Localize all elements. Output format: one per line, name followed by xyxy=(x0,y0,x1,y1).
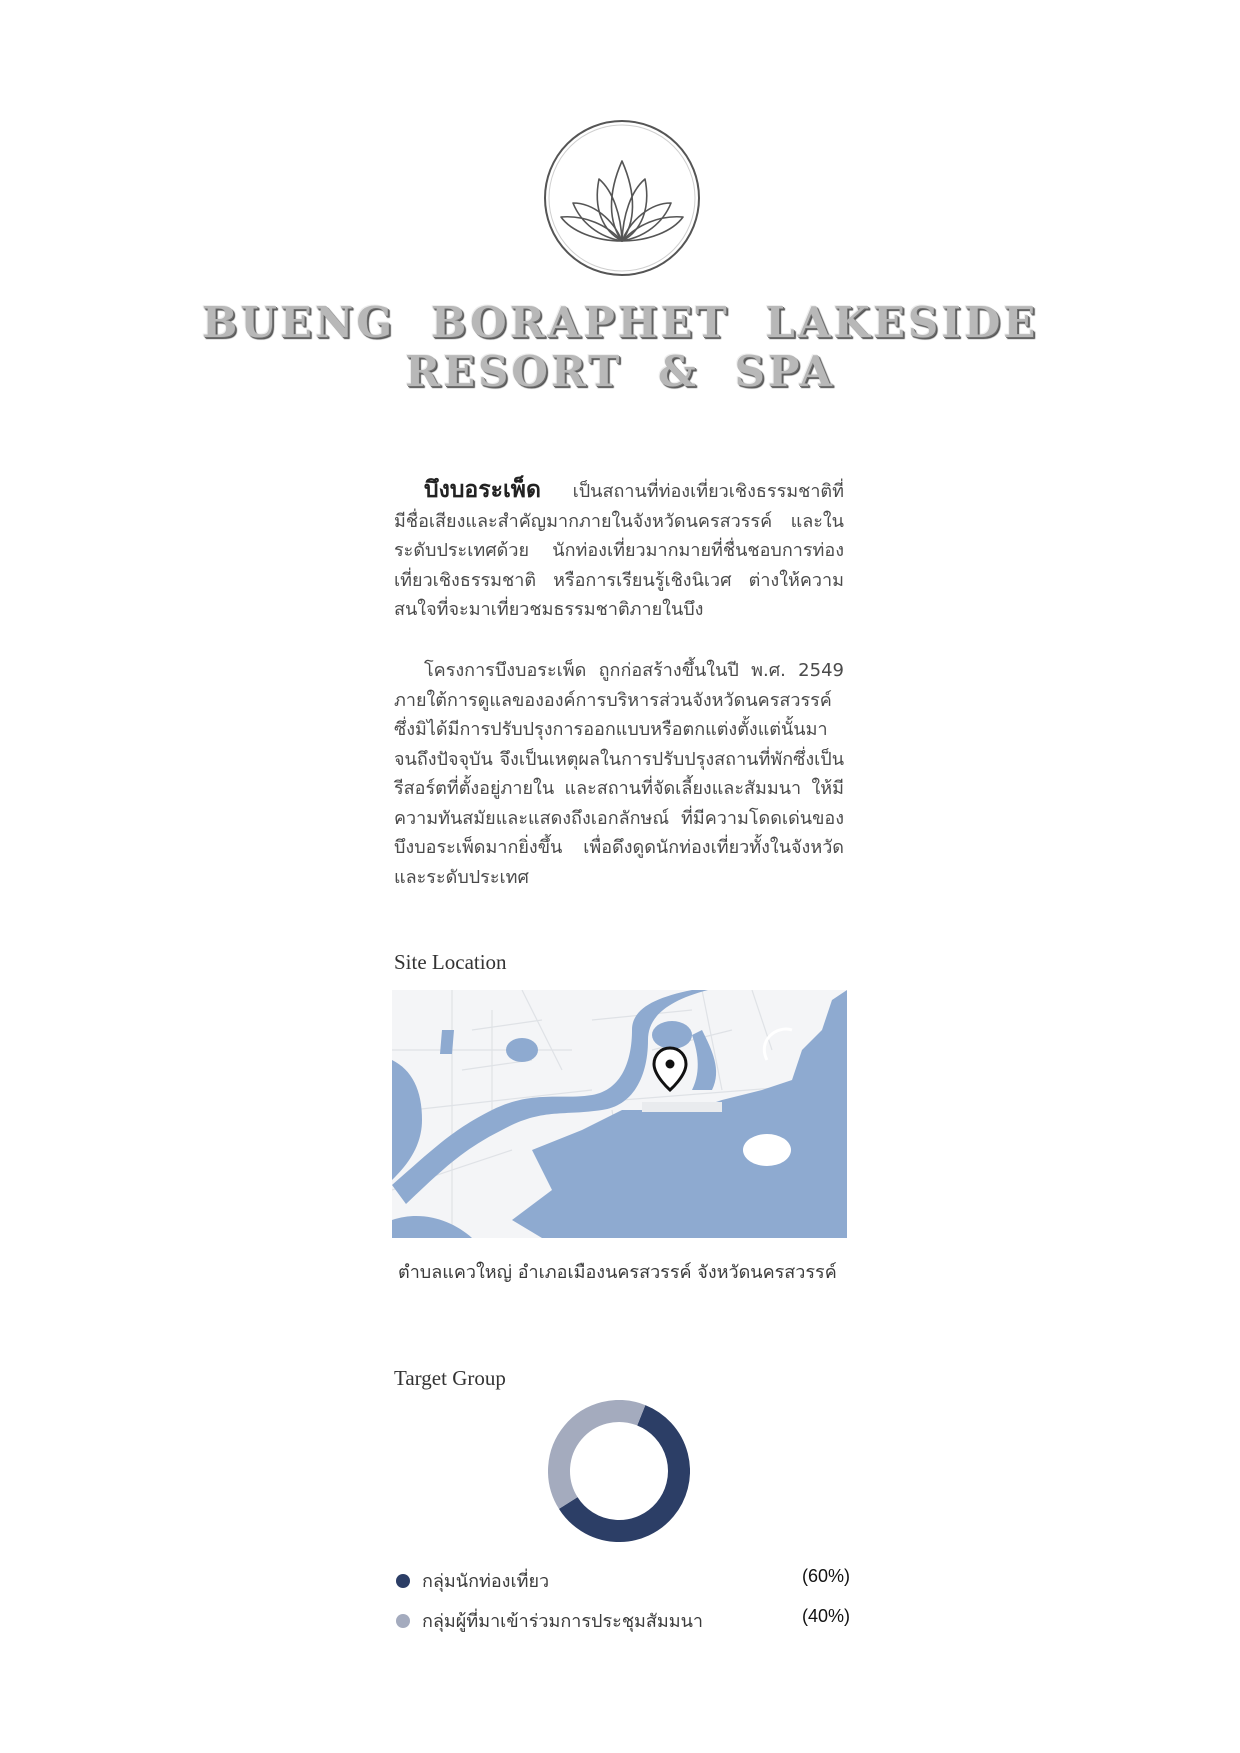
brand-name-line1: BUENG BORAPHET LAKESIDE xyxy=(201,298,1039,347)
intro-paragraph-1-text: เป็นสถานที่ท่องเที่ยวเชิงธรรมชาติที่มีชื่อเสียงและสำคัญมากภายในจังหวัดนครสวรรค์ และในระดับประเทศด้วย นักท่องเที่ยวมากมายที่ชื่นชอบการท่องเที่ยวเชิงธรรมชาติ หรือการเรียนรู้เชิงนิเวศ ต่างให้ความสนใจที่จะมาเที่ยวชมธรรมชาติภายในบึง xyxy=(394,481,844,620)
legend-item-tourists xyxy=(394,1566,850,1594)
intro-paragraph-2: โครงการบึงบอระเพ็ด ถูกก่อสร้างขึ้นในปี พ.ศ. 2549 ภายใต้การดูแลขององค์การบริหารส่วนจังหวัดนครสวรรค์ ซึ่งมิได้มีการปรับปรุงการออกแบบหรือตกแต่งตั้งแต่นั้นมาจนถึงปัจจุบัน จึงเป็นเหตุผลในการปรับปรุงสถานที่พักซึ่งเป็นรีสอร์ตที่ตั้งอยู่ภายใน และสถานที่จัดเลี้ยงและสัมมนา ให้มีความทันสมัยและแสดงถึงเอกลักษณ์ ที่มีความโดดเด่นของบึงบอระเพ็ดมากยิ่งขึ้น เพื่อดึงดูดนักท่องเที่ยวทั้งในจังหวัดและระดับประเทศ xyxy=(394,660,844,888)
site-map xyxy=(392,990,847,1238)
target-group-donut-chart xyxy=(548,1400,690,1542)
legend-item-seminar xyxy=(394,1606,850,1634)
intro-paragraph-1 xyxy=(394,476,844,625)
target-group-title: Target Group xyxy=(394,1366,506,1390)
legend-percent-seminar: (40%) xyxy=(801,1606,850,1626)
legend-label-tourists: กลุ่มนักท่องเที่ยว xyxy=(422,1571,550,1592)
legend-label-seminar: กลุ่มผู้ที่มาเข้าร่วมการประชุมสัมมนา xyxy=(422,1611,704,1632)
legend-dot-seminar xyxy=(396,1614,410,1628)
lotus-icon xyxy=(543,119,701,277)
intro-lead-word: บึงบอระเพ็ด xyxy=(424,477,541,503)
site-location-caption: ตำบลแควใหญ่ อำเภอเมืองนครสวรรค์ จังหวัดนครสวรรค์ xyxy=(398,1262,837,1283)
legend-dot-tourists xyxy=(396,1574,410,1588)
donut-slice-seminar xyxy=(559,1411,641,1503)
brand-name-line2: RESORT & SPA xyxy=(405,347,835,396)
legend-percent-tourists: (60%) xyxy=(801,1566,850,1586)
site-location-title: Site Location xyxy=(394,950,507,974)
